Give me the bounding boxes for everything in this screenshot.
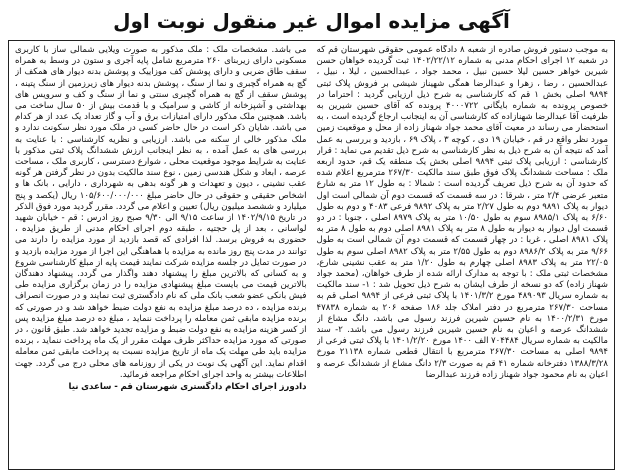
notice-body-frame (8, 40, 615, 470)
left-column (15, 45, 307, 465)
left-column-text: می باشد. مشخصات ملک : ملک مذکور به صورت ویلایی شمالی ساز با کاربری مسکونی دارای زیربنای ۲۶۰ مترمربع شامل پایه آجری و ستون در وسط به همراه سقف طاق ضربی و دارای پوشش کف موزاییک و پوشش بدنه دیوار های همکف از گچ به همراه گچبری و نما از سنگ ، پوشش بدنه دیوار های زیرزمین از سنگ پتینه ، پوشش سقف از گچ به همراه گچبری سنتی و نما از سنگ و کف و سرویس های بهداشتی و آشپزخانه از کاشی و سرامیک و با قدمت بیش از ۵۰ سال ساخت می باشد. همچنین ملک مذکور دارای امتیازات برق و آب و گاز تعداد یک عدد از هر کدام می باشد. شایان ذکر است در حال حاضر کسی در ملک مورد نظر سکونت ندارد و ملک مذکور خالی از سکنه می باشد. ارزیابی و نظریه کارشناسی : با عنایت به بررسی های به عمل آمده ، به نظر اینجانب ارزش ششدانگ پلاک ثبتی مذکور با عنایت به شرایط موجود موقعیت محلی ، شوارع دسترسی ، کاربری ملک ، مساحت عرصه ، ابعاد و شکل هندسی زمین ، نوع سند مالکیت بدون در نظر گرفتن هر گونه عقب نشینی ، دیون و تعهدات و هر گونه بدهی به شهرداری ، دارایی ، بانک ها و اشخاص حقیقی و حقوقی در حال حاضر مبلغ ۱۰۵/۶۰۰/۰۰۰/۰۰۰ ریال (یکصد و پنج میلیارد و ششصد میلیون ریال) تعیین و اعلام می گردد. مقرر گردید مورد فوق الذکر در تاریخ ۱۴۰۲/۹/۱۵ از ساعت ۹/۱۵ الی ۹/۳۰ صبح روز ادرس : قم - خیابان شهید لواسانی ، بعد از پل حجتیه ، طبقه دوم اجرای احکام مدنی از طریق مزایده ، حضوری به فروش برسد. لذا افرادی که قصد بازدید از مورد مزایده را دارند می توانند در مدت پنج روز مانده به مزایده با هماهنگی این اجرا از مورد مزایده بازدید و در صورت تمایل در جلسه مزایده شرکت نمایند قیمت پایه از مبلغ کارشناسی شروع و به کسانی که بالاترین مبلغ را پیشنهاد دهند واگذار می گردد. پیشنهاد دهندگان بالاترین قیمت می بایست مبلغ پیشنهادی مزایده را در زمان برگزاری مزایده طی فیش بانکی عضو شعب بانک ملی که نام دادگستری ثبت نمایند و در صورت انصراف برنده مزایده ، ده درصد مبلغ مزایده به نفع دولت ضبط خواهد شد و در صورتی که برنده مزایده مابقی ثمن معامله را پرداخت ننماید ، مبلغ ده درصد مبلغ مزایده پس از کسر هزینه مزایده به نفع دولت ضبط و مزایده تجدید خواهد شد. طبق قانون ، در صورتی که مورد مزایده حداکثر ظرف مهلت مقرر از یک ماه پرداخت ننماید ، برنده مزایده باید طی مهلت یک ماه از تاریخ مزایده نسبت به پرداخت مابقی ثمن معامله اقدام نماید. این آگهی یک نوبت در یکی از روزنامه های محلی درج می گردد. جهت اطلاعات بیشتر به واحد اجرای احکام مراجعه فرمائید. (15, 45, 307, 380)
signature-line: دادورز اجرای احکام دادگستری شهرستان قم - ساعدی نیا (68, 382, 307, 393)
notice-columns (15, 45, 608, 465)
right-column-text: به موجب دستور فروش صادره از شعبه ۸ دادگاه عمومی حقوقی شهرستان قم که در شعبه ۱۲ اجرای احکام مدنی به شماره ۱۴۰۲/۲۲/۱۲ ثبت گردیده خواهان حسن شیرین خواهر حسین لیلا حسین نبیل ، محمد جواد ، عبدالحسین ، لیلا ، نبیل ، عبدالحسین ، رضا ، زهرا و عبدالرضا همگی شهیناز شیشی بر فروش پلاک ثبتی ۹۸۹۴ اصلی بخش ۱ قم که کارشناسی به شرح ذیل ارزیابی گردید : احتراما در خصوص پرونده به شماره بایگانی ۴۰۰۰۷۲۲ پرونده که آقای حسین شیرین به ظرفیت آقا عبدالرضا شهنازاده که کارشناسی آن به اینجانب ارجاع گردیده است ، به استحضار می رساند در معیت آقای محمد جواد شهناز زاده از محل و موقعیت زمین مورد نظر واقع در قم ، خیابان ۱۹ دی ، کوچه ۳ ، پلاک ۶۹ ، بازدید و بررسی به عمل آمد که نتیجه آن به شرح ذیل به نظر کارشناسی به شرح ذیل تقدیم می نماید : قرار کارشناسی : ارزیابی پلاک ثبتی ۹۸۹۴ اصلی بخش یک منطقه یک قم، حدود اربعه ملک : مساحت ششدانگ پلاک فوق طبق سند مالکیت ۲۶۷/۳۰ مترمربع اعلام شده که حدود آن به شرح ذیل تعریف گردیده است : شمالا : به طول ۱۲ متر به شارع متعبر عرضی ۲/۴ متر ، شرقا : در سه قسمت که قسمت دوم آن شمالی است اول دیوار به پلاک ۹۸۹۱ دوم به طول ۲/۲۷ متر به پلاک ۹۸۹۲ فرعی ۴۰۸۳ و دوم به طول ۶/۶۰ به پلاک ۸۹۸۵/۱ سوم به طول ۱۰/۵۰ متر به پلاک ۸۹۷۹ اصلی ، جنوبا : در دو قسمت اول دیوار به دیوار به طول ۸ متر به پلاک ۸۹۸۱ اصلی دوم به طول ۸ متر به پلاک ۸۹۸۱ اصلی ، غربا : در چهار قسمت که قسمت دوم آن شمالی است به طول ۹/۶۶ متر به پلاک ۸۹۸۶/۲ دوم به طول ۲/۵۵ متر به پلاک ۸۹۸۲ اصلی سوم به طول ۲۲/۰۵ متر به پلاک ۸۹۸۳ اصلی چهارم به طول ۱/۲۰ متر به عقب نشینی شارع، مشخصات ثبتی ملک : با توجه به مدارک ارائه شده از طرف خواهان، (محمد جواد شهناز زاده) که دو نسخه از طرف ایشان به شرح ذیل تحویل شد : ۱- سند مالکیت به شماره سریال ۴۸۹۰۹۳ مورخ ۱۴۰۱/۳/۲ با پلاک ثبتی فرعی از ۹۸۹۴ اصلی قم به مساحت ۲۶۷/۳۰ مترمربع در دفتر املاک جلد ۱۸۶ صفحه ۲۰۶ به شماره ۴۷۸۳۸ مورخ ۱۴۰۰/۲/۳۱ به نام حسین شیرین فرزند رسول می باشد، دانگ مشاع از ششدانگ عرصه و اعیان به نام حسین شیرین فرزند رسول می باشد. ۲- سند مالکیت به شماره سریال ۷۰۴۴۸۴ الف ۱۴۰۰ مورخ ۱۴۰۱/۲/۲۰ با پلاک ثبتی فرعی از ۹۸۹۴ اصلی به مساحت ۲۶۷/۳۰ مترمربع با انتقال قطعی شماره ۲۱۱۳۸ مورخ ۱۳۸۸/۳/۲۸ دفترخانه شماره ۴۱ قم به صورت ۲/۳ دانگ مشاع از ششدانگ عرصه و اعیان به نام محمود جواد شهناز زاده فرزند عبدالرضا (316, 45, 608, 380)
notice-title: آگهی مزایده اموال غیر منقول نوبت اول (113, 9, 510, 33)
